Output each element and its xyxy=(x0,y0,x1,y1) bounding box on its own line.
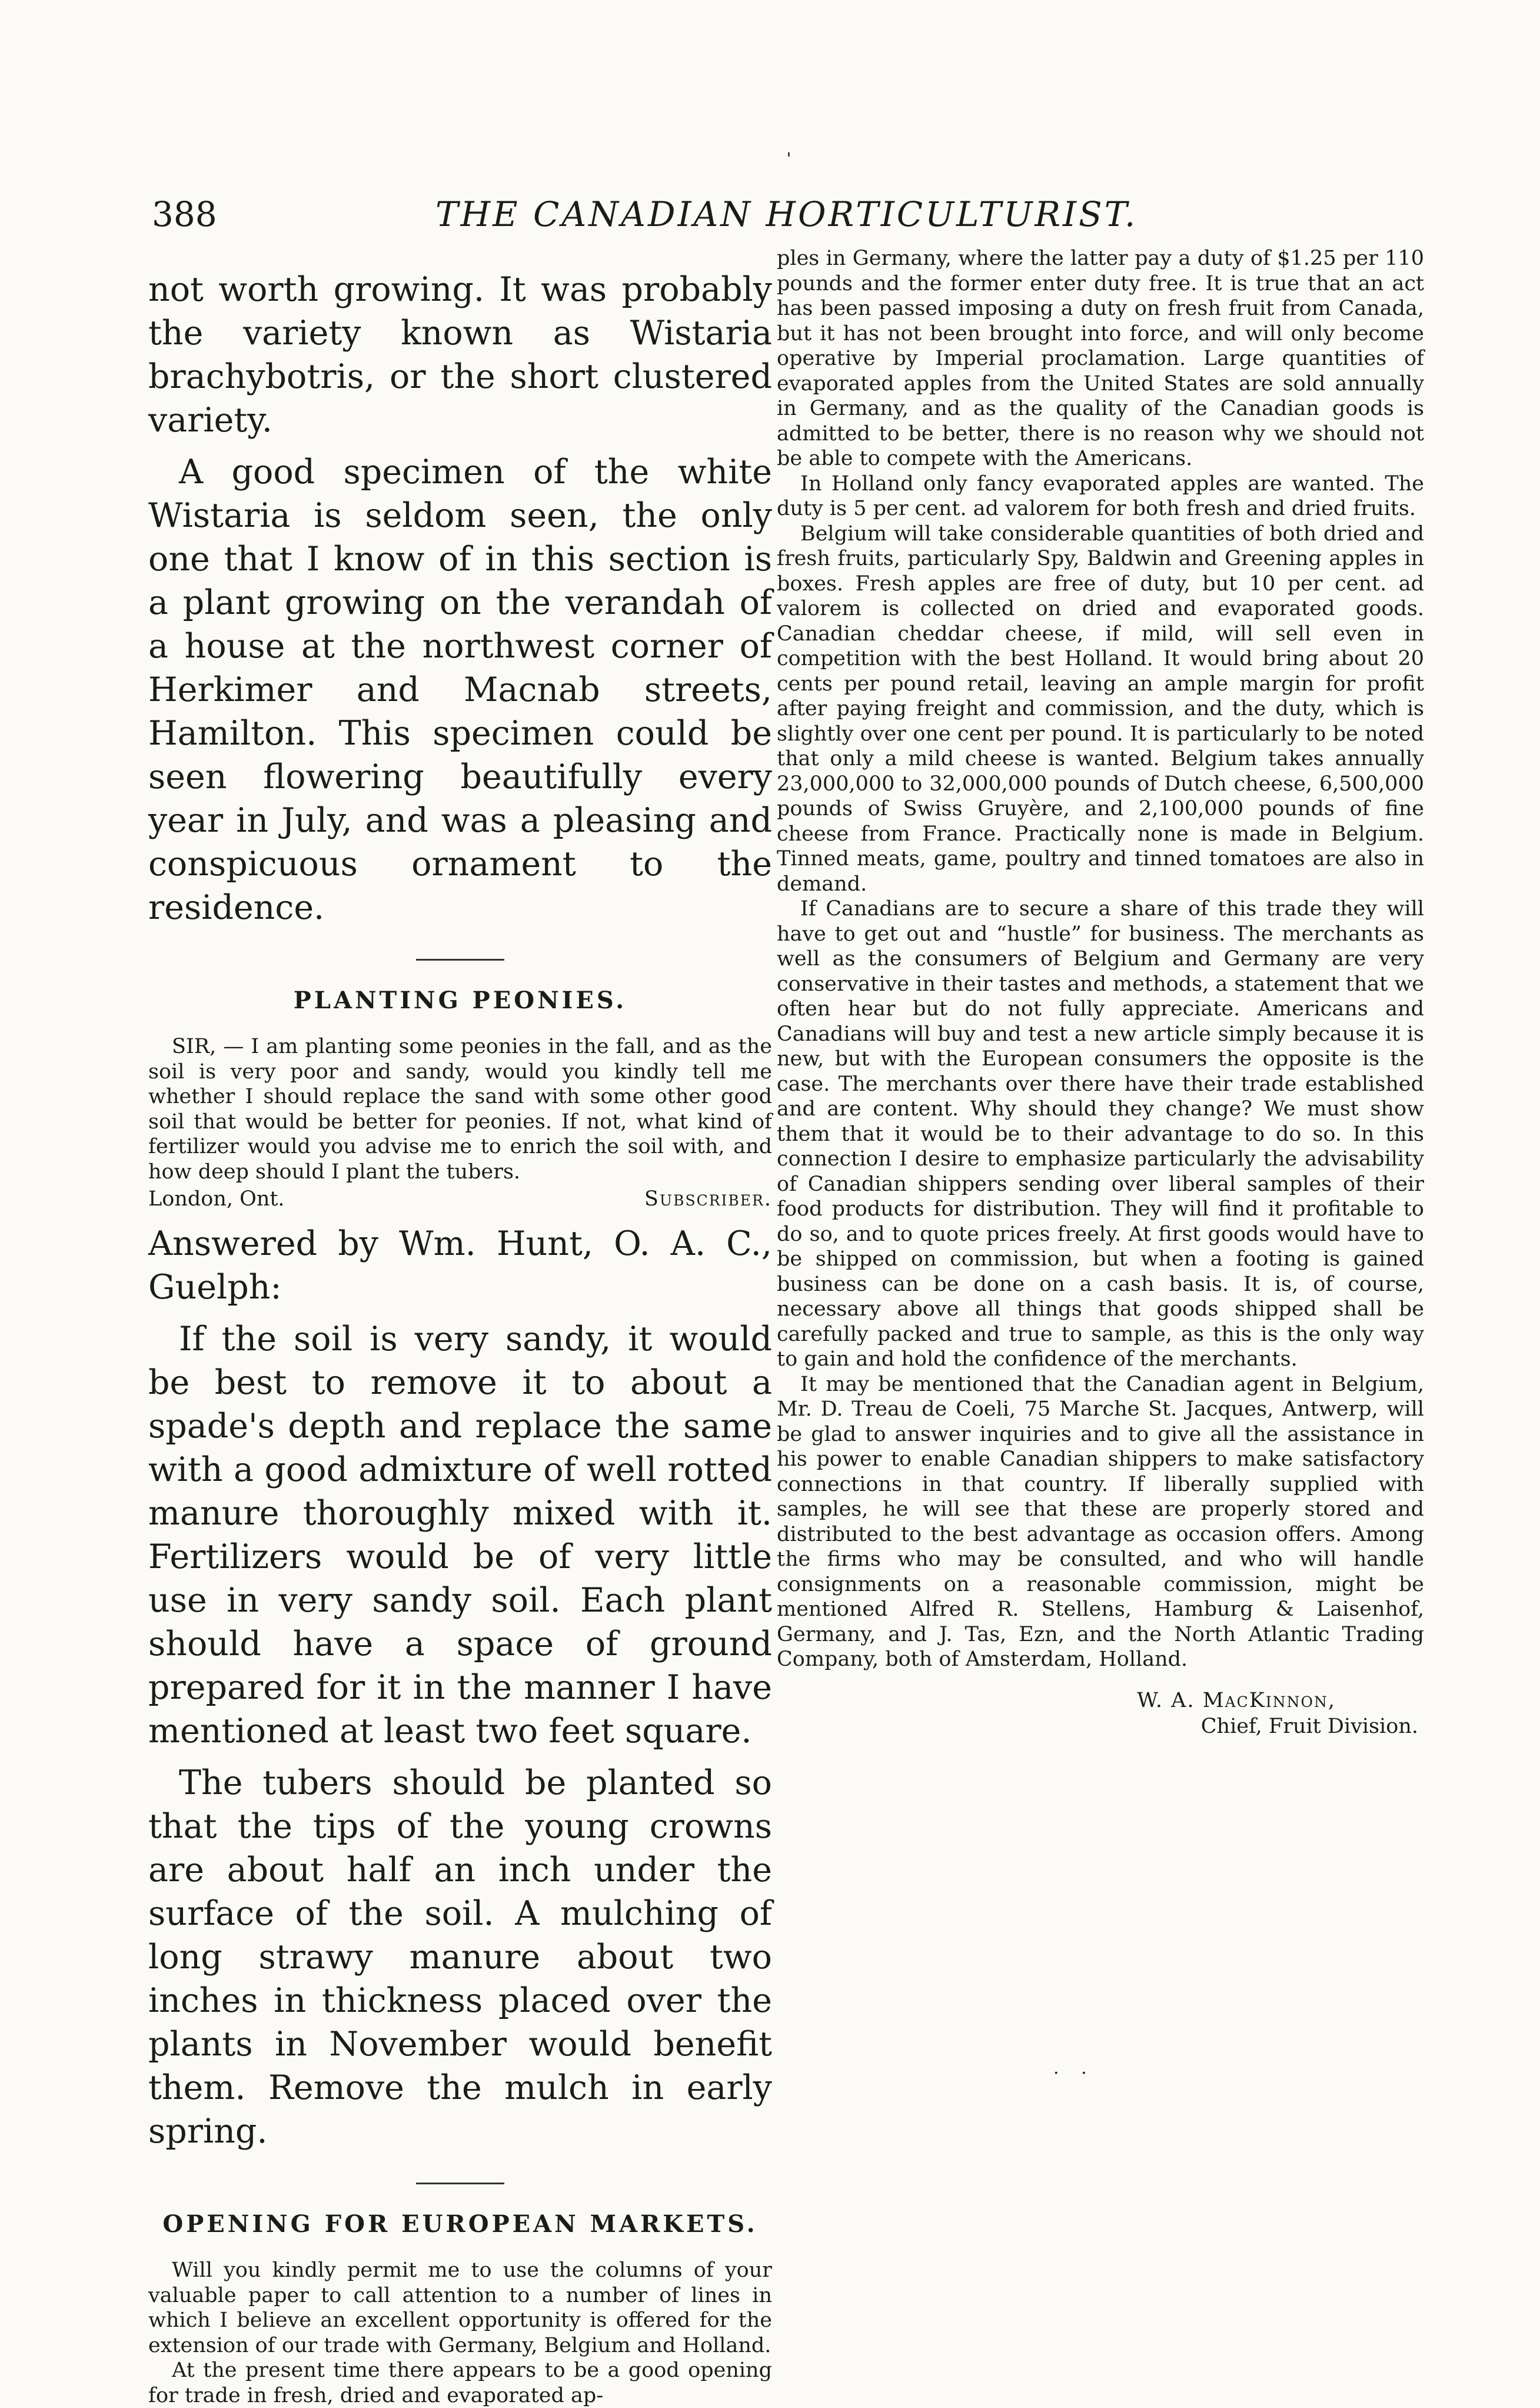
article-european-markets xyxy=(148,2210,772,2408)
answer-paragraph-2: The tubers should be planted so that the tips of the young crowns are about half an inch under the surface of the soil. A mulching of long strawy manure about two inches in thickness placed over the plants in November would benefit them. Remove the mulch in early spring. xyxy=(148,1763,772,2151)
belgium-paragraph: Belgium will take considerable quantities of both dried and fresh fruits, particularly Spy, Baldwin and Greening apples in boxes. Fresh apples are free of duty, but 10 per cent. ad valorem is collected on dried and evaporated goods. Canadian cheddar cheese, if mild, will sell even in competition with the best Holland. It would bring about 20 cents per pound retail, leaving an ample margin for profit after paying freight and commission, and the duty, which is slightly over one cent per pound. It is particularly to be noted that only a mild cheese is wanted. Belgium takes annually 23,000,000 to 32,000,000 pounds of Dutch cheese, 6,500,000 pounds of Swiss Gruyère, and 2,100,000 pounds of fine cheese from France. Practically none is made in Belgium. Tinned meats, game, poultry and tinned tomatoes are also in demand. xyxy=(777,522,1424,896)
letter-signature-line xyxy=(148,1187,772,1211)
wistaria-paragraph-2: A good specimen of the white Wistaria is seldom seen, the only one that I know of in this section is a plant growing on the verandah of a house at the northwest corner of Herkimer and Macnab streets, Hamilton. This specimen could be seen flowering beautifully every year in July, and was a pleasing and conspicuous ornament to the residence. xyxy=(148,453,772,927)
markets-continued-paragraph: ples in Germany, where the latter pay a duty of $1.25 per 110 pounds and the former enter duty free. It is true that an act has been passed imposing a duty on fresh fruit from Canada, but it has not been brought into force, and will only become operative by Imperial proclamation. Large quantities of evaporated apples from the United States are sold annually in Germany, and as the quality of the Canadian goods is admitted to be better, there is no reason why we should not be able to compete with the Americans. xyxy=(777,247,1424,470)
stray-marks: · · xyxy=(1053,2063,1095,2084)
answered-by: Answered by Wm. Hunt, O. A. C., Guelph: xyxy=(148,1224,772,1307)
page-number: 388 xyxy=(152,194,217,234)
answer-paragraph-1: If the soil is very sandy, it would be best to remove it to about a spade's depth and replace the same with a good admixture of well rotted manure thoroughly mixed with it. Fertilizers would be of very little use in very sandy soil. Each plant should have a space of ground prepared for it in the manner I have mentioned at least two feet square. xyxy=(148,1320,772,1751)
section-divider xyxy=(416,959,504,961)
signature-name: W. A. MacKinnon, xyxy=(1137,1688,1336,1712)
author-signature xyxy=(777,1688,1424,1739)
article-planting-peonies xyxy=(148,987,772,2153)
agent-paragraph: It may be mentioned that the Canadian agent in Belgium, Mr. D. Treau de Coeli, 75 Marche St. Jacques, Antwerp, will be glad to answer inquiries and to give all the assistance in his power to enable Canadian shippers to make satisfactory connections in that country. If liberally supplied with samples, he will see that these are properly stored and distributed to the best advantage as occasion offers. Among the firms who may be consulted, and who will handle consignments on a reasonable commission, might be mentioned Alfred R. Stellens, Hamburg & Laisenhof, Germany, and J. Tas, Ezn, and the North Atlantic Trading Company, both of Amsterdam, Holland. xyxy=(777,1372,1424,1671)
letter-place: London, Ont. xyxy=(148,1187,285,1211)
letter-signer: Subscriber. xyxy=(644,1187,772,1211)
right-column xyxy=(777,246,1424,1739)
stray-mark: ˌ xyxy=(786,137,791,159)
reader-letter: SIR, — I am planting some peonies in the fall, and as the soil is very poor and sandy, would you kindly tell me whether I should replace the sand with some other good soil that would be better for peonies. If not, what kind of fertilizer would you advise me to enrich the soil with, and how deep should I plant the tubers. xyxy=(148,1035,772,1184)
running-title: THE CANADIAN HORTICULTURIST. xyxy=(435,194,1138,234)
section-heading: OPENING FOR EUROPEAN MARKETS. xyxy=(162,2210,758,2238)
holland-paragraph: In Holland only fancy evaporated apples are wanted. The duty is 5 per cent. ad valorem for both fresh and dried fruits. xyxy=(777,471,1424,520)
markets-paragraph-1: Will you kindly permit me to use the columns of your valuable paper to call attention to a number of lines in which I believe an excellent opportunity is offered for the extension of our trade with Germany, Belgium and Holland. xyxy=(148,2258,772,2357)
wistaria-paragraph-1: not worth growing. It was probably the variety known as Wistaria brachybotris, or the short clustered variety. xyxy=(148,270,772,440)
section-heading: PLANTING PEONIES. xyxy=(293,987,627,1014)
canadians-paragraph: If Canadians are to secure a share of this trade they will have to get out and “hustle” for business. The merchants as well as the consumers of Belgium and Germany are very conservative in their tastes and methods, a statement that we often hear but do not fully appreciate. Americans and Canadians will buy and test a new article simply because it is new, but with the European consumers the opposite is the case. The merchants over there have their trade established and are content. Why should they change? We must show them that it would be to their advantage to do so. In this connection I desire to emphasize particularly the advisability of Canadian shippers sending over liberal samples of their food products for distribution. They will find it profitable to do so, and to quote prices freely. At first goods would have to be shipped on commission, but when a footing is gained business can be done on a cash basis. It is, of course, necessary above all things that goods shipped shall be carefully packed and true to sample, as this is the only way to gain and hold the confidence of the merchants. xyxy=(777,897,1424,1371)
left-column xyxy=(148,268,772,2408)
markets-paragraph-2: At the present time there appears to be a good opening for trade in fresh, dried and evaporated ap- xyxy=(148,2359,772,2407)
section-divider xyxy=(416,2183,504,2184)
signature-title: Chief, Fruit Division. xyxy=(1200,1714,1418,1738)
